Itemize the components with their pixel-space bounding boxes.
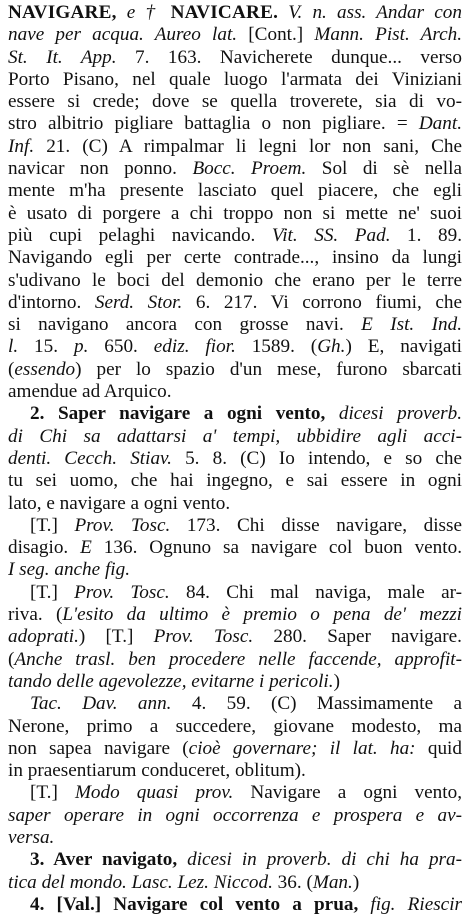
entry-line bbox=[8, 359, 462, 381]
text-run: Gh. bbox=[317, 336, 346, 358]
text-run: ( bbox=[8, 358, 15, 380]
text-run: 5. 8. (C) Io intendo, e so che bbox=[171, 447, 462, 469]
entry-line bbox=[8, 225, 462, 247]
text-run: lato, e navigare a ogni vento. bbox=[8, 492, 231, 514]
text-run: Man. bbox=[312, 871, 353, 893]
entry-line bbox=[8, 158, 462, 180]
text-run: tando delle agevolezze, evitarne i pericoli. bbox=[8, 670, 334, 692]
text-run: denti. Cecch. Stiav. bbox=[8, 447, 172, 469]
text-run: 84. Chi mal naviga, male ar- bbox=[169, 581, 462, 603]
entry-line bbox=[8, 872, 462, 894]
text-run: NAVIGARE, bbox=[8, 2, 117, 23]
text-run: versa. bbox=[8, 826, 55, 848]
text-run: ) [T.] bbox=[78, 626, 154, 648]
text-run: [Cont.] bbox=[237, 24, 315, 46]
text-run: Bocc. Proem. bbox=[192, 158, 307, 180]
text-run: Nerone, primo a succedere, giovane modesto, ma bbox=[8, 715, 462, 737]
text-run: Inf. bbox=[8, 135, 35, 157]
entry-line bbox=[8, 336, 462, 358]
text-run: Prov. Tosc. bbox=[153, 626, 254, 648]
entry-line bbox=[8, 604, 462, 626]
text-run: 4. 59. (C) Massimamente a bbox=[171, 693, 462, 715]
text-run: Modo quasi prov. bbox=[74, 782, 234, 804]
text-run: riva. ( bbox=[8, 604, 63, 626]
text-run: si navigano ancora con grosse navi. bbox=[8, 314, 362, 336]
text-run: Sol di sè nella bbox=[306, 158, 462, 180]
entry-line bbox=[8, 626, 462, 648]
entry-line bbox=[8, 47, 462, 69]
text-run: Mann. Pist. Arch. bbox=[314, 24, 462, 46]
entry-line bbox=[8, 716, 462, 738]
text-run: Navigando egli per certe contrade..., insino da lungi bbox=[8, 247, 462, 269]
text-run: St. It. App. bbox=[8, 46, 117, 68]
text-run: di Chi sa adattarsi a' tempi, ubbidire agli acci- bbox=[8, 425, 462, 447]
text-run: d'intorno. bbox=[8, 291, 95, 313]
subsense-line bbox=[8, 782, 462, 804]
text-run: 280. Saper navigare. bbox=[253, 626, 462, 648]
text-run: nave per acqua. Aureo lat. bbox=[8, 24, 238, 46]
entry-line bbox=[8, 671, 462, 693]
entry-line bbox=[8, 180, 462, 202]
subsense-line bbox=[8, 582, 462, 604]
text-run: 1589. ( bbox=[235, 336, 318, 358]
entry-line bbox=[8, 292, 462, 314]
text-run: disagio. bbox=[8, 537, 81, 559]
text-run: E Ist. Ind. bbox=[361, 314, 462, 336]
entry-line bbox=[8, 805, 462, 827]
text-run: essendo bbox=[14, 358, 76, 380]
text-run: dicesi proverb. bbox=[325, 403, 462, 425]
entry-line bbox=[8, 493, 462, 515]
text-run: [T.] bbox=[30, 581, 75, 603]
text-run: e † bbox=[116, 2, 171, 23]
text-run: 15. bbox=[18, 336, 74, 358]
text-run: Serd. Stor. bbox=[94, 291, 183, 313]
sense-heading bbox=[8, 894, 462, 916]
entry-line bbox=[8, 537, 462, 559]
text-run: navicar non ponno. bbox=[8, 158, 193, 180]
text-run: E bbox=[80, 537, 92, 559]
entry-line bbox=[8, 91, 462, 113]
entry-line bbox=[8, 426, 462, 448]
entry-line bbox=[8, 448, 462, 470]
text-run: Vit. SS. Pad. bbox=[271, 224, 391, 246]
text-run: in praesentiarum conduceret, oblitum). bbox=[8, 760, 306, 782]
text-run: 7. 163. Navicherete dunque... verso bbox=[116, 46, 462, 68]
dictionary-entry bbox=[8, 2, 462, 916]
text-run: l. bbox=[8, 336, 19, 358]
text-run: fig. Riescir bbox=[358, 893, 462, 915]
text-run: Navigare a ogni vento, bbox=[233, 782, 462, 804]
text-run: [T.] bbox=[30, 514, 75, 536]
text-run: tu sei uomo, che hai ingegno, e sai essere in ogni bbox=[8, 470, 462, 492]
entry-line bbox=[8, 2, 462, 24]
subsense-line bbox=[8, 515, 462, 537]
entry-line bbox=[8, 136, 462, 158]
entry-line bbox=[8, 24, 462, 46]
text-run: Prov. Tosc. bbox=[74, 581, 170, 603]
subsense-line bbox=[8, 693, 462, 715]
text-run: dicesi in proverb. bbox=[177, 849, 332, 871]
text-run: mente m'ha presente lasciato quel piacere, che egli bbox=[8, 180, 462, 202]
text-run: 4. [Val.] Navigare col vento a prua, bbox=[30, 893, 359, 915]
text-run: tica del mondo. Lasc. Lez. Niccod. bbox=[8, 871, 273, 893]
text-run: 21. (C) A rimpalmar li legni lor non sani, Che bbox=[34, 135, 462, 157]
text-run: stro albitrio pigliare battaglia o non pigliare. = bbox=[8, 113, 419, 135]
entry-line bbox=[8, 113, 462, 135]
text-run: Porto Pisano, nel quale luogo l'armata dei Viniziani bbox=[8, 68, 462, 90]
text-run: 36. ( bbox=[272, 871, 313, 893]
entry-line bbox=[8, 247, 462, 269]
text-run: 2. Saper navigare a ogni vento, bbox=[30, 403, 326, 425]
text-run: ( bbox=[8, 648, 15, 670]
entry-line bbox=[8, 203, 462, 225]
text-run: [T.] bbox=[30, 782, 75, 804]
entry-line bbox=[8, 314, 462, 336]
text-run: non sapea navigare ( bbox=[8, 737, 189, 759]
text-run: Tac. Dav. ann. bbox=[30, 693, 172, 715]
entry-line bbox=[8, 827, 462, 849]
entry-line bbox=[8, 649, 462, 671]
entry-line bbox=[8, 381, 462, 403]
text-run: L'esito da ultimo è premio o pena de' mezzi bbox=[62, 604, 462, 626]
text-run: s'udivano le boci del demonio che erano per le terre bbox=[8, 269, 462, 291]
text-run: 1. 89. bbox=[390, 224, 462, 246]
text-run: Anche trasl. ben procedere nelle faccende, approfit- bbox=[14, 648, 462, 670]
text-run: è usato di porgere a chi troppo non si mette ne' suoi bbox=[8, 202, 462, 224]
text-run: amendue ad Arquico. bbox=[8, 381, 172, 403]
text-run: ) bbox=[352, 871, 360, 893]
text-run: più cupi pelaghi navicando. bbox=[8, 224, 272, 246]
text-run: p. bbox=[73, 336, 89, 358]
text-run: NAVICARE. bbox=[170, 2, 279, 23]
text-run: Dant. bbox=[418, 113, 462, 135]
text-run: cioè governare; il lat. ha: bbox=[188, 737, 416, 759]
text-run: I seg. anche fig. bbox=[8, 559, 131, 581]
text-run: ) per lo spazio d'un mese, furono sbarcati bbox=[75, 358, 462, 380]
entry-line bbox=[8, 738, 462, 760]
text-run: ) bbox=[333, 670, 340, 692]
text-run: di chi ha pra- bbox=[331, 849, 462, 871]
text-run: 136. Ognuno sa navigare col buon vento. bbox=[91, 537, 462, 559]
text-run: 3. Aver navigato, bbox=[30, 849, 178, 871]
text-run: adoprati. bbox=[8, 626, 79, 648]
sense-heading bbox=[8, 849, 462, 871]
sense-heading bbox=[8, 403, 462, 425]
text-run: 6. 217. Vi corrono fiumi, che bbox=[182, 291, 462, 313]
text-run: 173. Chi disse navigare, disse bbox=[170, 514, 462, 536]
text-run: essere si crede; dove se quella troverete, sia di vo- bbox=[8, 91, 462, 113]
text-run: saper operare in ogni occorrenza e prospera e av- bbox=[8, 804, 462, 826]
entry-line bbox=[8, 760, 462, 782]
text-run: ) E, navigati bbox=[345, 336, 462, 358]
text-run: Prov. Tosc. bbox=[74, 514, 171, 536]
entry-line bbox=[8, 470, 462, 492]
entry-line bbox=[8, 559, 462, 581]
text-run: quid bbox=[415, 737, 462, 759]
entry-line bbox=[8, 270, 462, 292]
text-run: 650. bbox=[88, 336, 154, 358]
text-run: ediz. fior. bbox=[153, 336, 236, 358]
text-run: V. n. ass. Andar con bbox=[278, 2, 462, 23]
entry-line bbox=[8, 69, 462, 91]
